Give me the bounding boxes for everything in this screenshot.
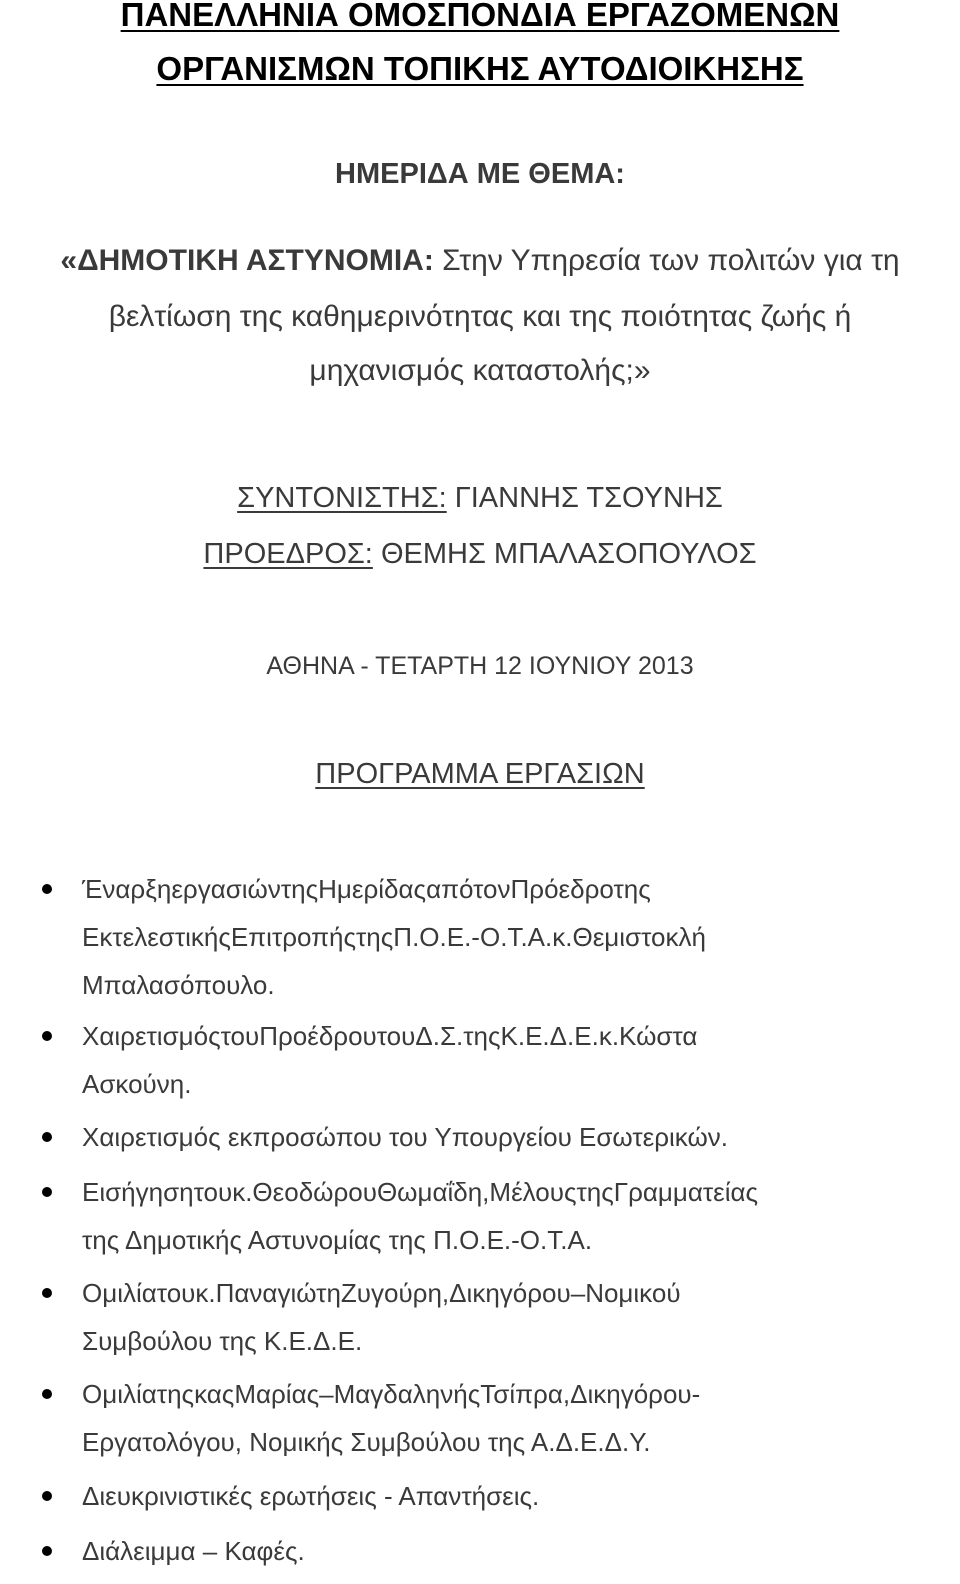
word: –: [570, 1278, 586, 1308]
program-item-5-row-2: Συμβούλου της Κ.Ε.Δ.Ε.: [82, 1326, 363, 1356]
organization-name-line-1: ΠΑΝΕΛΛΗΝΙΑ ΟΜΟΣΠΟΝΔΙΑ ΕΡΓΑΖΟΜΕΝΩΝ: [120, 0, 840, 33]
program-item-1: [82, 865, 944, 1009]
word: του: [193, 1177, 233, 1207]
word: από: [426, 874, 474, 904]
word: Μαγδαληνής: [333, 1379, 481, 1409]
program-item-2-row-1: [82, 1012, 944, 1060]
coordinator-name: ΓΙΑΝΝΗΣ ΤΣΟΥΝΗΣ: [454, 482, 723, 514]
word: Θωμαΐδη,: [376, 1177, 490, 1207]
bullet-icon: [42, 1389, 52, 1399]
seminar-title-rest: Στην Υπηρεσία των πολιτών για τη: [442, 244, 900, 277]
word: Ομιλία: [82, 1278, 157, 1308]
word: εργασιών: [171, 874, 281, 904]
bullet-icon: [42, 1031, 52, 1041]
word: Π.Ο.Ε.-Ο.Τ.Α.: [393, 922, 553, 952]
program-item-5: [82, 1269, 944, 1365]
program-item-5-row-1: [82, 1269, 944, 1317]
program-item-8: [82, 1527, 944, 1575]
word: κ.: [232, 1177, 253, 1207]
word: Προέδρου: [259, 1021, 377, 1051]
word: Νομικού: [585, 1278, 681, 1308]
program-item-2: [82, 1012, 944, 1108]
word: Κώστα: [619, 1021, 698, 1051]
bullet-icon: [42, 1491, 52, 1501]
word: Θεοδώρου: [252, 1177, 377, 1207]
program-item-6-row-1: [82, 1370, 944, 1418]
word: Εισήγηση: [82, 1177, 194, 1207]
word: Θεμιστοκλή: [572, 922, 706, 952]
program-item-2-row-2: Ασκούνη.: [82, 1069, 192, 1099]
word: Γραμματείας: [613, 1177, 759, 1207]
program-item-4: [82, 1168, 944, 1264]
word: κ.: [552, 922, 573, 952]
word: –: [319, 1379, 334, 1409]
word: κ.: [598, 1021, 620, 1051]
program-item-1-row-1: [82, 865, 944, 913]
seminar-title-line-3: μηχανισμός καταστολής;»: [309, 354, 651, 387]
bullet-icon: [42, 884, 52, 894]
word: Ζυγούρη,: [340, 1278, 450, 1308]
program-item-6: [82, 1370, 944, 1466]
program-item-6-row-2: Εργατολόγου, Νομικής Συμβούλου της Α.Δ.Ε.Δ.Υ.: [82, 1427, 651, 1457]
word: του: [220, 1021, 260, 1051]
word: Κ.Ε.Δ.Ε.: [500, 1021, 599, 1051]
word: Δ.Σ.: [415, 1021, 464, 1051]
coordinator-role: ΣΥΝΤΟΝΙΣΤΗΣ:: [237, 482, 447, 514]
word: Παναγιώτη: [215, 1278, 341, 1308]
bullet-icon: [42, 1132, 52, 1142]
event-date: ΑΘΗΝΑ - ΤΕΤΑΡΤΗ 12 ΙΟΥΝΙΟΥ 2013: [266, 652, 694, 680]
word: Δικηγόρου: [449, 1278, 571, 1308]
word: του: [376, 1021, 416, 1051]
program-item-4-row-2: της Δημοτικής Αστυνομίας της Π.Ο.Ε.-Ο.Τ.Α.: [82, 1225, 593, 1255]
program-item-3-row-1: Χαιρετισμός εκπροσώπου του Υπουργείου Εσωτερικών.: [82, 1122, 728, 1152]
program-item-7: [82, 1472, 944, 1520]
word: Τσίπρα,: [480, 1379, 571, 1409]
organization-name-line-2: ΟΡΓΑΝΙΣΜΩΝ ΤΟΠΙΚΗΣ ΑΥΤΟΔΙΟΙΚΗΣΗΣ: [156, 50, 804, 87]
word: τον: [473, 874, 511, 904]
word: κας: [194, 1379, 235, 1409]
word: Επιτροπής: [230, 922, 357, 952]
word: της: [356, 922, 394, 952]
word: του: [156, 1278, 196, 1308]
program-item-4-row-1: [82, 1168, 944, 1216]
word: της: [576, 1177, 614, 1207]
program-item-1-row-3: Μπαλασόπουλο.: [82, 970, 275, 1000]
word: Μαρίας: [234, 1379, 320, 1409]
word: της: [463, 1021, 501, 1051]
program-item-1-row-2: [82, 913, 944, 961]
word: Μέλους: [489, 1177, 577, 1207]
word: κ.: [195, 1278, 216, 1308]
word: Ημερίδας: [318, 874, 427, 904]
president-name: ΘΕΜΗΣ ΜΠΑΛΑΣΟΠΟΥΛΟΣ: [380, 538, 757, 570]
program-item-3: [82, 1113, 944, 1161]
word: της: [280, 874, 319, 904]
word: Ομιλία: [82, 1379, 157, 1409]
word: Δικηγόρου-: [570, 1379, 701, 1409]
word: Εκτελεστικής: [82, 922, 231, 952]
coordinator-line: [0, 482, 960, 515]
word: Χαιρετισμός: [82, 1021, 221, 1051]
word: Πρόεδρο: [510, 874, 614, 904]
president-role: ΠΡΟΕΔΡΟΣ:: [203, 538, 373, 570]
program-title: ΠΡΟΓΡΑΜΜΑ ΕΡΓΑΣΙΩΝ: [315, 758, 645, 790]
bullet-icon: [42, 1187, 52, 1197]
seminar-title-line-1: [0, 244, 960, 278]
program-item-7-row-1: Διευκρινιστικές ερωτήσεις - Απαντήσεις.: [82, 1481, 540, 1511]
program-item-8-row-1: Διάλειμμα – Καφές.: [82, 1536, 305, 1566]
seminar-subject-label: ΗΜΕΡΙΔΑ ΜΕ ΘΕΜΑ:: [335, 158, 625, 190]
word: της: [613, 874, 651, 904]
seminar-title-line-2: βελτίωση της καθημερινότητας και της ποιότητας ζωής ή: [108, 300, 852, 333]
word: της: [156, 1379, 195, 1409]
president-line: [0, 538, 960, 571]
bullet-icon: [42, 1546, 52, 1556]
word: Έναρξη: [82, 874, 172, 904]
bullet-icon: [42, 1288, 52, 1298]
seminar-title-bold: «ΔΗΜΟΤΙΚΗ ΑΣΤΥΝΟΜΙΑ:: [60, 244, 434, 277]
